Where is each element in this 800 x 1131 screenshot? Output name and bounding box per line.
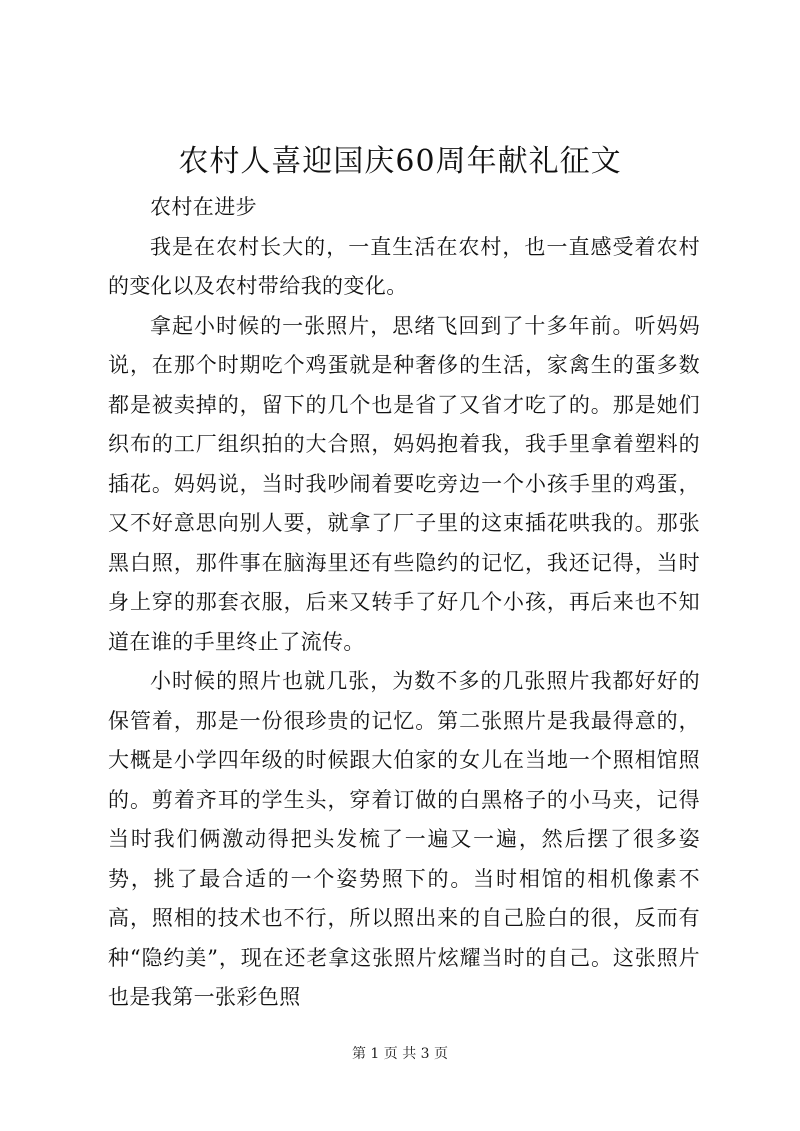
document-body <box>108 188 700 1018</box>
body-paragraph: 拿起小时候的一张照片，思绪飞回到了十多年前。听妈妈说，在那个时期吃个鸡蛋就是种奢侈的生活，家禽生的蛋多数都是被卖掉的，留下的几个也是省了又省才吃了的。那是她们织布的工厂组织拍的大合照，妈妈抱着我，我手里拿着塑料的插花。妈妈说，当时我吵闹着要吃旁边一个小孩手里的鸡蛋，又不好意思向别人要，就拿了厂子里的这束插花哄我的。那张黑白照，那件事在脑海里还有些隐约的记忆，我还记得，当时身上穿的那套衣服，后来又转手了好几个小孩，再后来也不知道在谁的手里终止了流传。 <box>108 313 700 654</box>
document-title: 农村人喜迎国庆60周年献礼征文 <box>178 144 622 179</box>
body-paragraph: 小时候的照片也就几张，为数不多的几张照片我都好好的保管着，那是一份很珍贵的记忆。第二张照片是我最得意的，大概是小学四年级的时候跟大伯家的女儿在当地一个照相馆照的。剪着齐耳的学生头，穿着订做的白黑格子的小马夹，记得当时我们俩激动得把头发梳了一遍又一遍，然后摆了很多姿势，挑了最合适的一个姿势照下的。当时相馆的相机像素不高，照相的技术也不行，所以照出来的自己脸白的很，反而有种“隐约美”，现在还老拿这张照片炫耀当时的自己。这张照片也是我第一张彩色照 <box>108 669 700 1009</box>
body-paragraph: 我是在农村长大的，一直生活在农村，也一直感受着农村的变化以及农村带给我的变化。 <box>108 234 700 298</box>
subtitle-paragraph: 农村在进步 <box>150 195 257 219</box>
page-footer: 第 1 页 共 3 页 <box>351 1046 449 1062</box>
